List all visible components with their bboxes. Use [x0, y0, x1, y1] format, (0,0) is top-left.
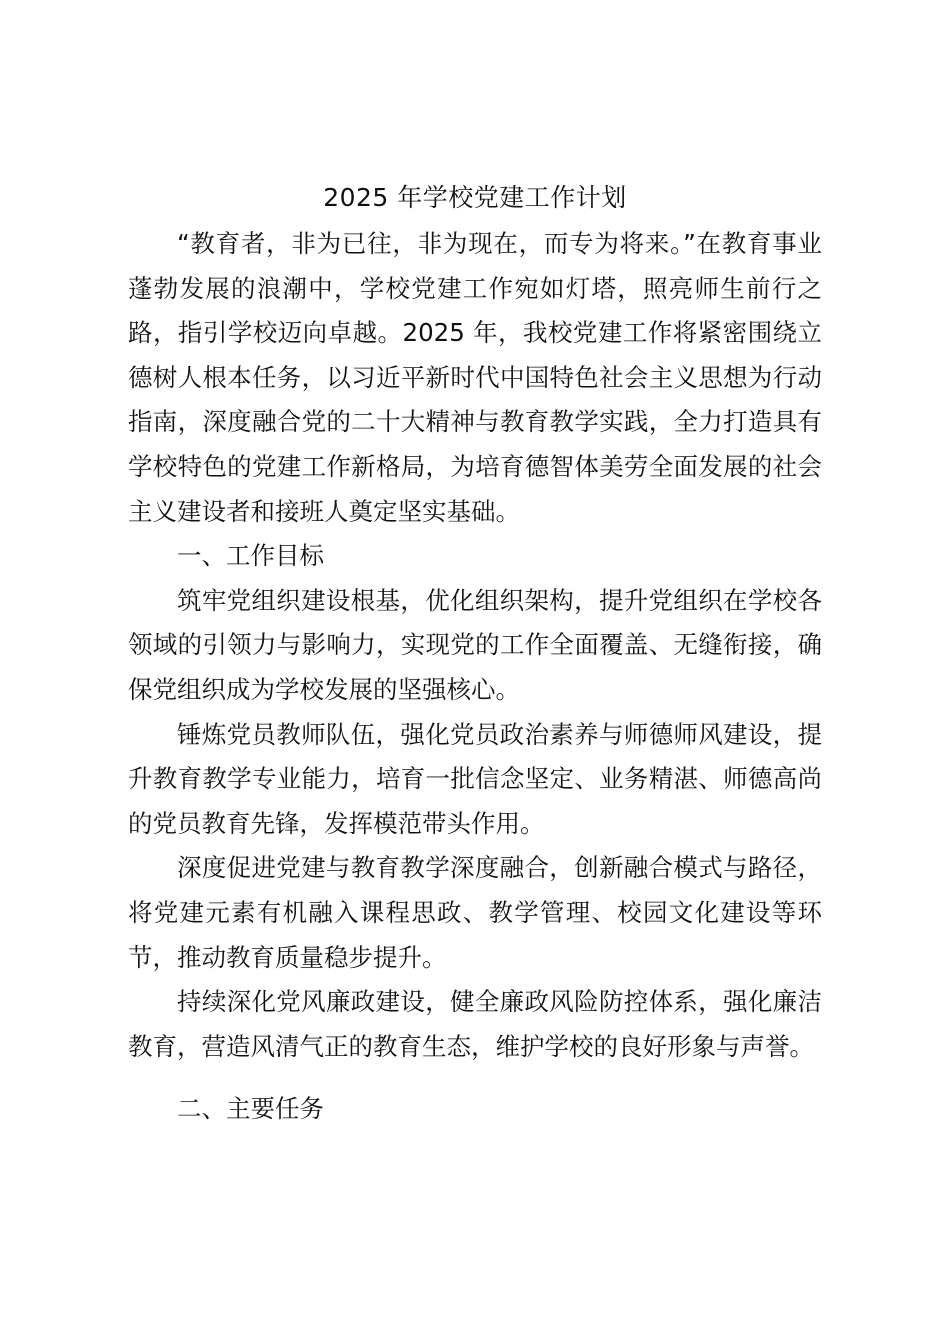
document-title: 2025 年学校党建工作计划 — [323, 183, 627, 212]
goal-paragraph-1: 筑牢党组织建设根基，优化组织架构，提升党组织在学校各领域的引领力与影响力，实现党的工作全面覆盖、无缝衔接，确保党组织成为学校发展的坚强核心。 — [128, 585, 822, 704]
intro-paragraph: “教育者，非为已往，非为现在，而专为将来。”在教育事业蓬勃发展的浪潮中，学校党建工作宛如灯塔，照亮师生前行之路，指引学校迈向卓越。2025 年，我校党建工作将紧密围绕立德树人根本任务，以习近平新时代中国特色社会主义思想为行动指南，深度融合党的二十大精神与教育教学实践，全力打造具有学校特色的党建工作新格局，为培育德智体美劳全面发展的社会主义建设者和接班人奠定坚实基础。 — [128, 229, 822, 526]
goal-paragraph-2: 锤炼党员教师队伍，强化党员政治素养与师德师风建设，提升教育教学专业能力，培育一批信念坚定、业务精湛、师德高尚的党员教育先锋，发挥模范带头作用。 — [128, 719, 822, 838]
section-heading-goals: 一、工作目标 — [177, 541, 324, 571]
document-body — [128, 222, 822, 1132]
section-heading-tasks: 二、主要任务 — [177, 1094, 324, 1124]
goal-paragraph-4: 持续深化党风廉政建设，健全廉政风险防控体系，强化廉洁教育，营造风清气正的教育生态，维护学校的良好形象与声誉。 — [128, 987, 822, 1061]
goal-paragraph-3: 深度促进党建与教育教学深度融合，创新融合模式与路径，将党建元素有机融入课程思政、教学管理、校园文化建设等环节，推动教育质量稳步提升。 — [128, 853, 822, 972]
